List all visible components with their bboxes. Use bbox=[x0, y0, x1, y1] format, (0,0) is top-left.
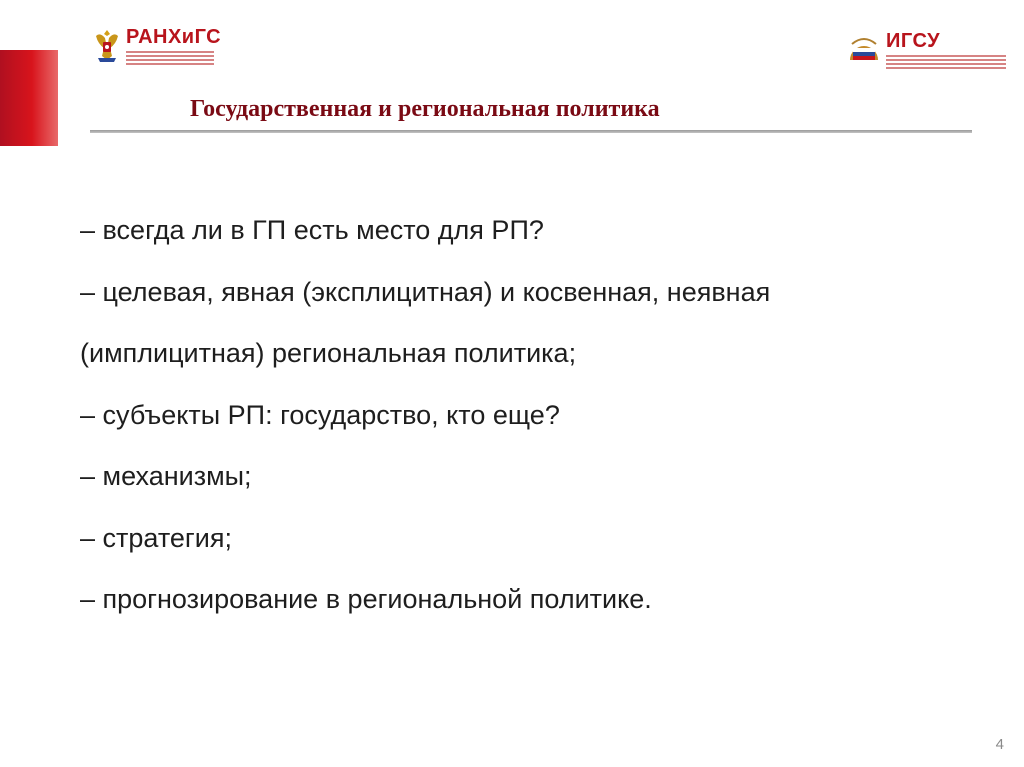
body-line: – целевая, явная (эксплицитная) и косвенная, неявная bbox=[80, 276, 771, 307]
page-number: 4 bbox=[995, 736, 1004, 753]
body-line: – механизмы; bbox=[80, 461, 252, 491]
body-line: – стратегия; bbox=[80, 522, 232, 553]
ranepa-logo-fine-print bbox=[126, 51, 221, 65]
title-divider bbox=[90, 130, 972, 133]
body-line: (имплицитная) региональная политика; bbox=[80, 338, 577, 368]
ranepa-logo-text: РАНХиГС bbox=[126, 26, 222, 48]
ranepa-logo bbox=[92, 26, 221, 65]
double-headed-eagle-emblem-icon bbox=[92, 26, 122, 64]
slide-title: Государственная и региональная политика bbox=[190, 96, 660, 122]
flag-emblem-icon bbox=[846, 30, 882, 66]
body-line: – субъекты РП: государство, кто еще? bbox=[80, 399, 560, 430]
slide-body bbox=[80, 210, 980, 641]
red-accent-bar bbox=[0, 50, 58, 146]
igsu-logo bbox=[846, 30, 1006, 69]
igsu-logo-fine-print bbox=[886, 55, 1006, 69]
igsu-logo-text: ИГСУ bbox=[886, 30, 941, 52]
body-line: – прогнозирование в региональной политике. bbox=[80, 584, 652, 614]
body-line: – всегда ли в ГП есть место для РП? bbox=[80, 215, 544, 245]
